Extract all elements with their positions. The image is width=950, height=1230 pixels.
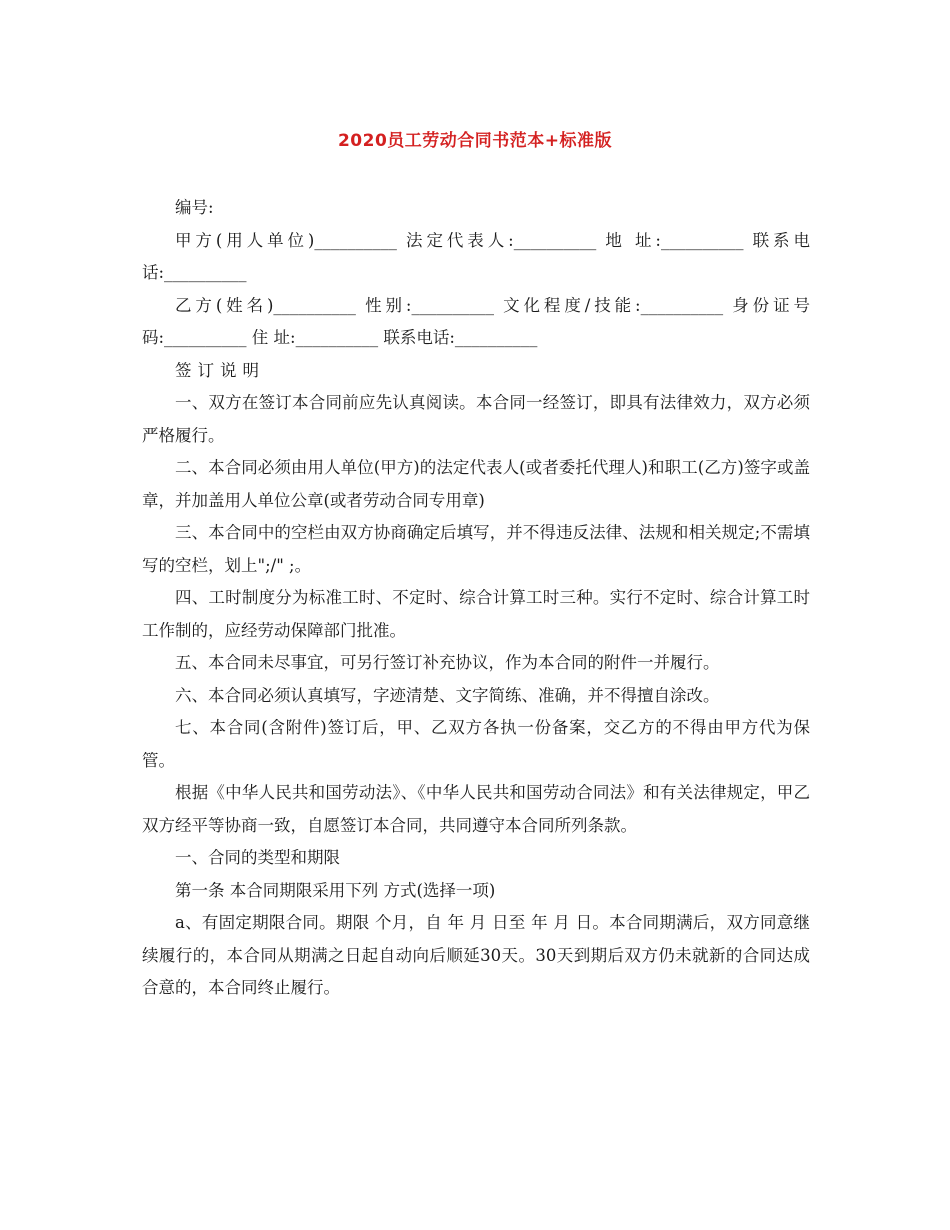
instruction-1: 一、双方在签订本合同前应先认真阅读。本合同一经签订，即具有法律效力，双方必须严格履行。 (142, 393, 810, 445)
instruction-4: 四、工时制度分为标准工时、不定时、综合计算工时三种。实行不定时、综合计算工时工作制的，应经劳动保障部门批准。 (142, 588, 810, 640)
party-a-fields: 甲方(用人单位)__________ 法定代表人:__________ 地 址:__________ 联系电话:__________ (142, 230, 810, 282)
instruction-5: 五、本合同未尽事宜，可另行签订补充协议，作为本合同的附件一并履行。 (175, 653, 720, 672)
instruction-3: 三、本合同中的空栏由双方协商确定后填写，并不得违反法律、法规和相关规定;不需填写的空栏，划上";/" ;。 (142, 523, 810, 575)
contract-number-label: 编号: (175, 198, 214, 217)
article-1: 第一条 本合同期限采用下列 方式(选择一项) (175, 880, 496, 900)
article-1-option-a: a、有固定期限合同。期限 个月，自 年 月 日至 年 月 日。本合同期满后，双方同意继续履行的，本合同从期满之日起自动向后顺延30天。30天到期后双方仍未就新的合同达成合意的，本合同终止履行。 (142, 913, 810, 997)
party-b-fields: 乙方(姓名)__________ 性别:__________ 文化程度/技能:__________ 身份证号码:__________ 住 址:__________ 联系电话:__________ (142, 295, 810, 347)
section-heading-contract-type: 一、合同的类型和期限 (175, 848, 340, 867)
document-body (142, 192, 810, 1005)
instruction-2: 二、本合同必须由用人单位(甲方)的法定代表人(或者委托代理人)和职工(乙方)签字或盖章，并加盖用人单位公章(或者劳动合同专用章) (142, 458, 810, 510)
instruction-7: 七、本合同(含附件)签订后，甲、乙双方各执一份备案，交乙方的不得由甲方代为保管。 (142, 718, 810, 770)
document-title: 2020员工劳动合同书范本+标准版 (337, 131, 613, 151)
instruction-6: 六、本合同必须认真填写，字迹清楚、文字简练、准确，并不得擅自涂改。 (175, 685, 720, 705)
signing-instructions-heading: 签订说明 (175, 360, 265, 380)
preamble: 根据《中华人民共和国劳动法》、《中华人民共和国劳动合同法》和有关法律规定，甲乙双方经平等协商一致，自愿签订本合同，共同遵守本合同所列条款。 (142, 783, 810, 835)
